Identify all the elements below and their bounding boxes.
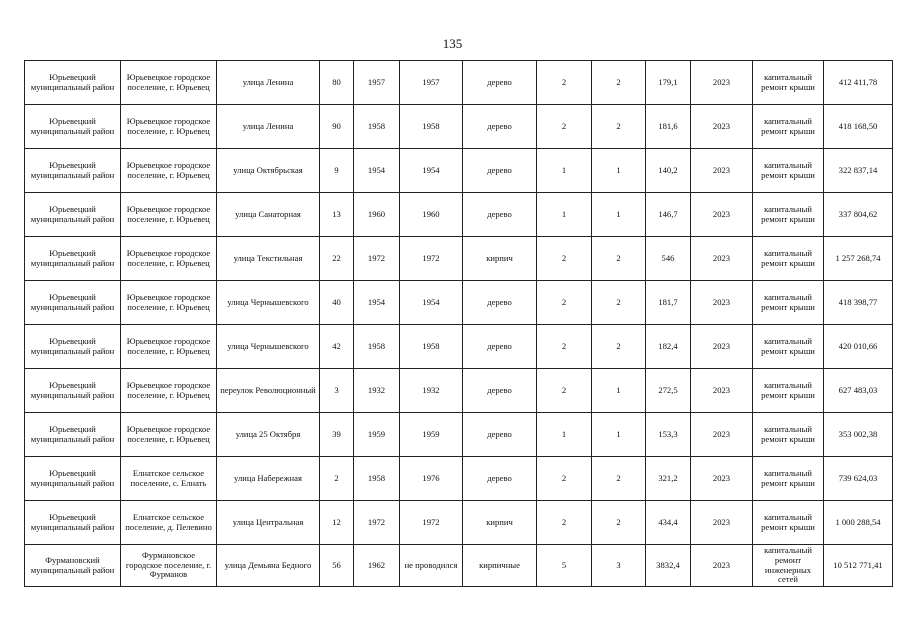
- settlement-cell: Фурмановское городское поселение, г. Фурманов: [121, 545, 217, 587]
- table-row: [25, 237, 893, 281]
- street-cell: улица Текстильная: [217, 237, 320, 281]
- table-body: [25, 61, 893, 587]
- house-number-cell: 12: [320, 501, 354, 545]
- cost-cell: 627 483,03: [824, 369, 893, 413]
- entrances-cell: 2: [592, 281, 646, 325]
- floors-cell: 2: [537, 61, 592, 105]
- street-cell: улица Октябрьская: [217, 149, 320, 193]
- floors-cell: 2: [537, 501, 592, 545]
- wall-material-cell: дерево: [463, 105, 537, 149]
- house-number-cell: 39: [320, 413, 354, 457]
- street-cell: улица Чернышевского: [217, 281, 320, 325]
- cost-cell: 337 804,62: [824, 193, 893, 237]
- last-repair-year-cell: 1954: [400, 281, 463, 325]
- cost-cell: 412 411,78: [824, 61, 893, 105]
- last-repair-year-cell: 1958: [400, 325, 463, 369]
- wall-material-cell: дерево: [463, 61, 537, 105]
- table-row: [25, 325, 893, 369]
- cost-cell: 1 257 268,74: [824, 237, 893, 281]
- last-repair-year-cell: не проводился: [400, 545, 463, 587]
- floors-cell: 2: [537, 325, 592, 369]
- last-repair-year-cell: 1932: [400, 369, 463, 413]
- repair-year-cell: 2023: [691, 369, 753, 413]
- area-cell: 146,7: [646, 193, 691, 237]
- last-repair-year-cell: 1972: [400, 237, 463, 281]
- municipal-district-cell: Юрьевецкий муниципальный район: [25, 149, 121, 193]
- floors-cell: 2: [537, 237, 592, 281]
- entrances-cell: 2: [592, 457, 646, 501]
- floors-cell: 5: [537, 545, 592, 587]
- entrances-cell: 2: [592, 105, 646, 149]
- repair-year-cell: 2023: [691, 413, 753, 457]
- floors-cell: 2: [537, 281, 592, 325]
- settlement-cell: Юрьевецкое городское поселение, г. Юрьевец: [121, 281, 217, 325]
- last-repair-year-cell: 1972: [400, 501, 463, 545]
- build-year-cell: 1972: [354, 501, 400, 545]
- repair-type-cell: капитальный ремонт крыши: [753, 193, 824, 237]
- floors-cell: 1: [537, 413, 592, 457]
- repair-year-cell: 2023: [691, 61, 753, 105]
- repair-type-cell: капитальный ремонт крыши: [753, 413, 824, 457]
- floors-cell: 1: [537, 149, 592, 193]
- entrances-cell: 2: [592, 237, 646, 281]
- last-repair-year-cell: 1957: [400, 61, 463, 105]
- area-cell: 321,2: [646, 457, 691, 501]
- settlement-cell: Юрьевецкое городское поселение, г. Юрьевец: [121, 61, 217, 105]
- area-cell: 153,3: [646, 413, 691, 457]
- wall-material-cell: кирпич: [463, 237, 537, 281]
- house-number-cell: 42: [320, 325, 354, 369]
- cost-cell: 10 512 771,41: [824, 545, 893, 587]
- repair-type-cell: капитальный ремонт крыши: [753, 61, 824, 105]
- table-row: [25, 369, 893, 413]
- settlement-cell: Юрьевецкое городское поселение, г. Юрьевец: [121, 413, 217, 457]
- repair-type-cell: капитальный ремонт инженерных сетей: [753, 545, 824, 587]
- wall-material-cell: дерево: [463, 325, 537, 369]
- house-number-cell: 2: [320, 457, 354, 501]
- settlement-cell: Юрьевецкое городское поселение, г. Юрьевец: [121, 237, 217, 281]
- last-repair-year-cell: 1958: [400, 105, 463, 149]
- area-cell: 182,4: [646, 325, 691, 369]
- house-number-cell: 90: [320, 105, 354, 149]
- municipal-district-cell: Юрьевецкий муниципальный район: [25, 369, 121, 413]
- floors-cell: 1: [537, 193, 592, 237]
- house-number-cell: 56: [320, 545, 354, 587]
- street-cell: улица Центральная: [217, 501, 320, 545]
- repair-year-cell: 2023: [691, 545, 753, 587]
- table-row: [25, 413, 893, 457]
- municipal-district-cell: Юрьевецкий муниципальный район: [25, 457, 121, 501]
- repair-year-cell: 2023: [691, 149, 753, 193]
- build-year-cell: 1958: [354, 457, 400, 501]
- build-year-cell: 1958: [354, 325, 400, 369]
- entrances-cell: 2: [592, 325, 646, 369]
- last-repair-year-cell: 1960: [400, 193, 463, 237]
- street-cell: улица 25 Октября: [217, 413, 320, 457]
- table-row: [25, 193, 893, 237]
- repair-year-cell: 2023: [691, 193, 753, 237]
- area-cell: 546: [646, 237, 691, 281]
- cost-cell: 739 624,03: [824, 457, 893, 501]
- build-year-cell: 1957: [354, 61, 400, 105]
- area-cell: 181,7: [646, 281, 691, 325]
- settlement-cell: Юрьевецкое городское поселение, г. Юрьевец: [121, 325, 217, 369]
- municipal-district-cell: Юрьевецкий муниципальный район: [25, 501, 121, 545]
- table-row: [25, 501, 893, 545]
- municipal-district-cell: Юрьевецкий муниципальный район: [25, 61, 121, 105]
- build-year-cell: 1958: [354, 105, 400, 149]
- street-cell: улица Чернышевского: [217, 325, 320, 369]
- repair-type-cell: капитальный ремонт крыши: [753, 237, 824, 281]
- entrances-cell: 1: [592, 413, 646, 457]
- wall-material-cell: дерево: [463, 369, 537, 413]
- area-cell: 179,1: [646, 61, 691, 105]
- settlement-cell: Юрьевецкое городское поселение, г. Юрьевец: [121, 105, 217, 149]
- entrances-cell: 1: [592, 149, 646, 193]
- house-number-cell: 13: [320, 193, 354, 237]
- wall-material-cell: дерево: [463, 149, 537, 193]
- entrances-cell: 3: [592, 545, 646, 587]
- table-row: [25, 545, 893, 587]
- repair-year-cell: 2023: [691, 281, 753, 325]
- last-repair-year-cell: 1954: [400, 149, 463, 193]
- wall-material-cell: кирпичные: [463, 545, 537, 587]
- floors-cell: 2: [537, 457, 592, 501]
- area-cell: 3832,4: [646, 545, 691, 587]
- build-year-cell: 1954: [354, 149, 400, 193]
- wall-material-cell: дерево: [463, 457, 537, 501]
- settlement-cell: Елнатское сельское поселение, д. Пелевино: [121, 501, 217, 545]
- repair-type-cell: капитальный ремонт крыши: [753, 325, 824, 369]
- cost-cell: 418 168,50: [824, 105, 893, 149]
- repair-type-cell: капитальный ремонт крыши: [753, 281, 824, 325]
- housing-repair-table: [24, 60, 893, 587]
- street-cell: улица Ленина: [217, 105, 320, 149]
- municipal-district-cell: Юрьевецкий муниципальный район: [25, 237, 121, 281]
- street-cell: улица Санаторная: [217, 193, 320, 237]
- house-number-cell: 40: [320, 281, 354, 325]
- area-cell: 272,5: [646, 369, 691, 413]
- municipal-district-cell: Юрьевецкий муниципальный район: [25, 105, 121, 149]
- settlement-cell: Елнатское сельское поселение, с. Елнать: [121, 457, 217, 501]
- repair-year-cell: 2023: [691, 457, 753, 501]
- repair-type-cell: капитальный ремонт крыши: [753, 105, 824, 149]
- area-cell: 434,4: [646, 501, 691, 545]
- area-cell: 140,2: [646, 149, 691, 193]
- municipal-district-cell: Фурмановский муниципальный район: [25, 545, 121, 587]
- street-cell: переулок Революционный: [217, 369, 320, 413]
- street-cell: улица Ленина: [217, 61, 320, 105]
- cost-cell: 353 002,38: [824, 413, 893, 457]
- last-repair-year-cell: 1976: [400, 457, 463, 501]
- cost-cell: 420 010,66: [824, 325, 893, 369]
- street-cell: улица Набережная: [217, 457, 320, 501]
- wall-material-cell: дерево: [463, 281, 537, 325]
- repair-type-cell: капитальный ремонт крыши: [753, 149, 824, 193]
- municipal-district-cell: Юрьевецкий муниципальный район: [25, 281, 121, 325]
- municipal-district-cell: Юрьевецкий муниципальный район: [25, 325, 121, 369]
- house-number-cell: 9: [320, 149, 354, 193]
- entrances-cell: 2: [592, 501, 646, 545]
- wall-material-cell: кирпич: [463, 501, 537, 545]
- build-year-cell: 1972: [354, 237, 400, 281]
- cost-cell: 322 837,14: [824, 149, 893, 193]
- entrances-cell: 1: [592, 193, 646, 237]
- build-year-cell: 1962: [354, 545, 400, 587]
- repair-year-cell: 2023: [691, 501, 753, 545]
- settlement-cell: Юрьевецкое городское поселение, г. Юрьевец: [121, 369, 217, 413]
- house-number-cell: 22: [320, 237, 354, 281]
- build-year-cell: 1960: [354, 193, 400, 237]
- house-number-cell: 80: [320, 61, 354, 105]
- build-year-cell: 1959: [354, 413, 400, 457]
- house-number-cell: 3: [320, 369, 354, 413]
- table-row: [25, 457, 893, 501]
- floors-cell: 2: [537, 105, 592, 149]
- build-year-cell: 1932: [354, 369, 400, 413]
- municipal-district-cell: Юрьевецкий муниципальный район: [25, 413, 121, 457]
- table-row: [25, 61, 893, 105]
- repair-year-cell: 2023: [691, 105, 753, 149]
- table-row: [25, 281, 893, 325]
- last-repair-year-cell: 1959: [400, 413, 463, 457]
- page-number: 135: [442, 36, 463, 51]
- cost-cell: 418 398,77: [824, 281, 893, 325]
- floors-cell: 2: [537, 369, 592, 413]
- repair-type-cell: капитальный ремонт крыши: [753, 457, 824, 501]
- repair-type-cell: капитальный ремонт крыши: [753, 501, 824, 545]
- wall-material-cell: дерево: [463, 193, 537, 237]
- wall-material-cell: дерево: [463, 413, 537, 457]
- street-cell: улица Демьяна Бедного: [217, 545, 320, 587]
- entrances-cell: 2: [592, 61, 646, 105]
- municipal-district-cell: Юрьевецкий муниципальный район: [25, 193, 121, 237]
- entrances-cell: 1: [592, 369, 646, 413]
- area-cell: 181,6: [646, 105, 691, 149]
- cost-cell: 1 000 288,54: [824, 501, 893, 545]
- table-row: [25, 105, 893, 149]
- repair-year-cell: 2023: [691, 237, 753, 281]
- repair-type-cell: капитальный ремонт крыши: [753, 369, 824, 413]
- settlement-cell: Юрьевецкое городское поселение, г. Юрьевец: [121, 193, 217, 237]
- repair-year-cell: 2023: [691, 325, 753, 369]
- settlement-cell: Юрьевецкое городское поселение, г. Юрьевец: [121, 149, 217, 193]
- build-year-cell: 1954: [354, 281, 400, 325]
- table-row: [25, 149, 893, 193]
